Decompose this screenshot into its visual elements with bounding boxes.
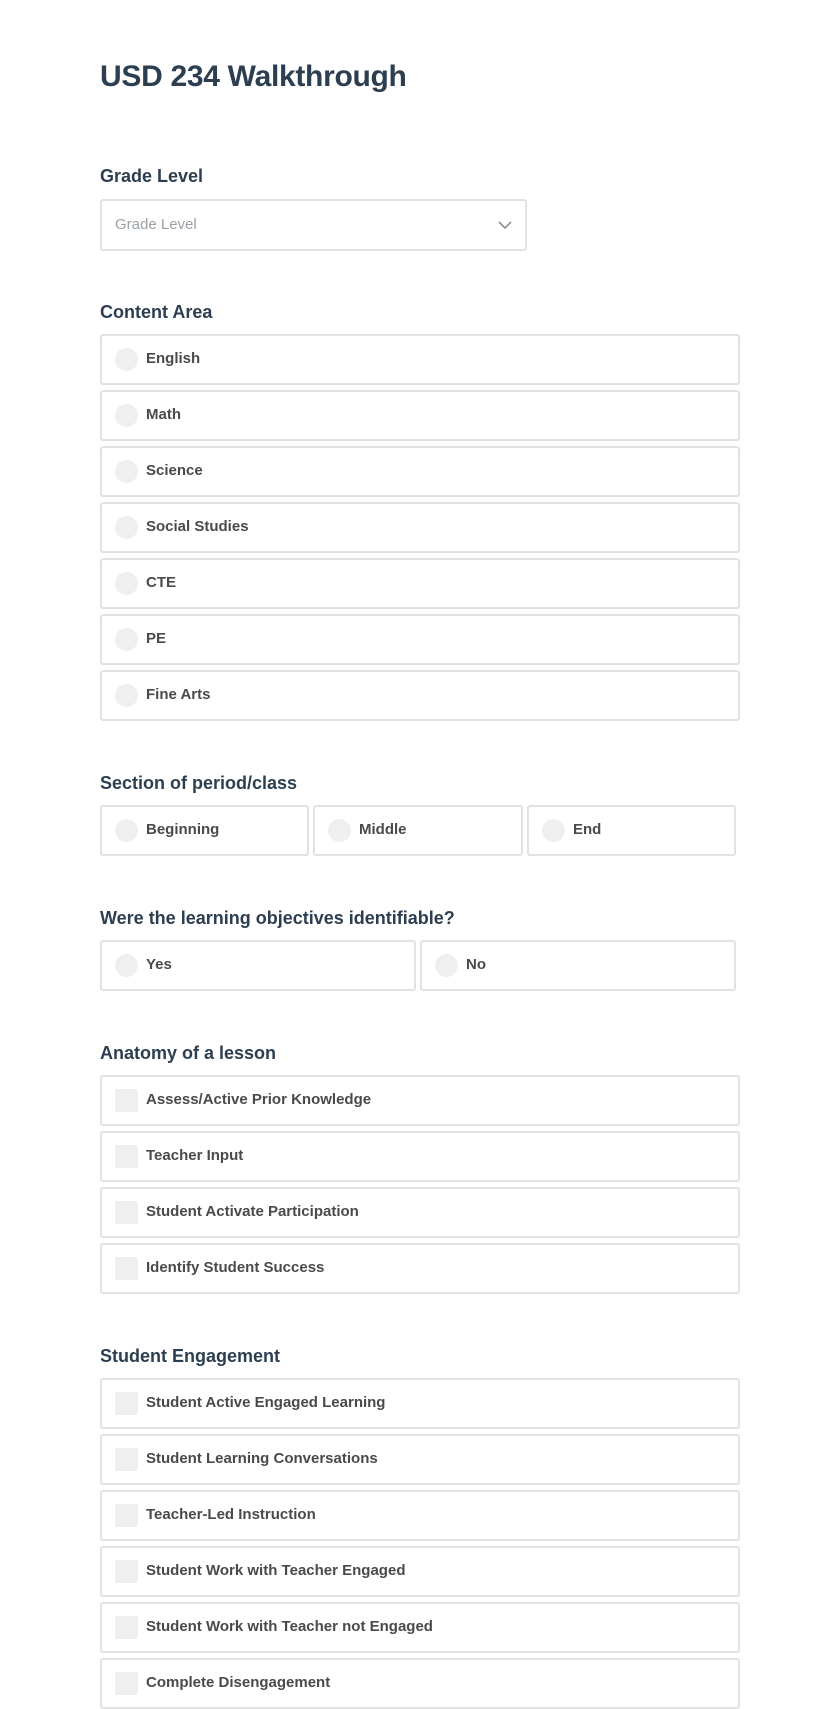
section-option-end[interactable] xyxy=(527,805,736,856)
checkbox[interactable] xyxy=(115,1392,138,1415)
content-area-option-english[interactable] xyxy=(100,334,740,385)
content-area-option-pe[interactable] xyxy=(100,614,740,665)
anatomy-option-prior-knowledge[interactable] xyxy=(100,1075,740,1126)
option-label: Yes xyxy=(146,956,172,973)
radio-button[interactable] xyxy=(435,954,458,977)
checkbox[interactable] xyxy=(115,1560,138,1583)
content-area-option-science[interactable] xyxy=(100,446,740,497)
engagement-option-complete-disengagement[interactable] xyxy=(100,1658,740,1709)
chevron-down-icon xyxy=(497,217,513,233)
grade-level-placeholder: Grade Level xyxy=(115,216,197,233)
option-label: English xyxy=(146,350,201,367)
checkbox[interactable] xyxy=(115,1616,138,1639)
option-label: Identify Student Success xyxy=(146,1259,325,1276)
checkbox[interactable] xyxy=(115,1448,138,1471)
objectives-option-yes[interactable] xyxy=(100,940,416,991)
grade-level-label: Grade Level xyxy=(100,166,204,186)
anatomy-option-student-participation[interactable] xyxy=(100,1187,740,1238)
content-area-option-social-studies[interactable] xyxy=(100,502,740,553)
option-label: PE xyxy=(146,630,167,647)
checkbox[interactable] xyxy=(115,1201,138,1224)
radio-button[interactable] xyxy=(115,516,138,539)
engagement-option-learning-conversations[interactable] xyxy=(100,1434,740,1485)
option-label: Student Work with Teacher Engaged xyxy=(146,1562,406,1579)
anatomy-of-lesson-label: Anatomy of a lesson xyxy=(100,1043,277,1063)
engagement-option-teacher-not-engaged[interactable] xyxy=(100,1602,740,1653)
option-label: CTE xyxy=(146,574,176,591)
radio-button[interactable] xyxy=(115,404,138,427)
option-label: Student Active Engaged Learning xyxy=(146,1394,386,1411)
radio-button[interactable] xyxy=(115,819,138,842)
radio-button[interactable] xyxy=(115,460,138,483)
radio-button[interactable] xyxy=(115,572,138,595)
content-area-option-fine-arts[interactable] xyxy=(100,670,740,721)
checkbox[interactable] xyxy=(115,1504,138,1527)
option-label: Student Learning Conversations xyxy=(146,1450,378,1467)
student-engagement-label: Student Engagement xyxy=(100,1346,281,1366)
option-label: Complete Disengagement xyxy=(146,1674,331,1691)
option-label: Math xyxy=(146,406,181,423)
radio-button[interactable] xyxy=(115,348,138,371)
content-area-option-math[interactable] xyxy=(100,390,740,441)
option-label: No xyxy=(466,956,486,973)
checkbox[interactable] xyxy=(115,1145,138,1168)
content-area-label: Content Area xyxy=(100,302,213,322)
option-label: Student Work with Teacher not Engaged xyxy=(146,1618,433,1635)
radio-button[interactable] xyxy=(115,628,138,651)
option-label: Middle xyxy=(359,821,407,838)
option-label: Fine Arts xyxy=(146,686,211,703)
learning-objectives-label: Were the learning objectives identifiable? xyxy=(100,908,455,928)
option-label: End xyxy=(573,821,602,838)
radio-button[interactable] xyxy=(115,684,138,707)
objectives-option-no[interactable] xyxy=(420,940,736,991)
option-label: Science xyxy=(146,462,203,479)
radio-button[interactable] xyxy=(328,819,351,842)
option-label: Social Studies xyxy=(146,518,249,535)
engagement-option-active-learning[interactable] xyxy=(100,1378,740,1429)
section-option-middle[interactable] xyxy=(313,805,523,856)
anatomy-option-student-success[interactable] xyxy=(100,1243,740,1294)
grade-level-select[interactable] xyxy=(100,199,527,251)
checkbox[interactable] xyxy=(115,1257,138,1280)
option-label: Student Activate Participation xyxy=(146,1203,359,1220)
option-label: Assess/Active Prior Knowledge xyxy=(146,1091,372,1108)
radio-button[interactable] xyxy=(115,954,138,977)
checkbox[interactable] xyxy=(115,1089,138,1112)
checkbox[interactable] xyxy=(115,1672,138,1695)
anatomy-option-teacher-input[interactable] xyxy=(100,1131,740,1182)
engagement-option-teacher-engaged[interactable] xyxy=(100,1546,740,1597)
radio-button[interactable] xyxy=(542,819,565,842)
section-of-period-label: Section of period/class xyxy=(100,773,298,793)
option-label: Teacher Input xyxy=(146,1147,244,1164)
page-title: USD 234 Walkthrough xyxy=(100,60,407,93)
option-label: Beginning xyxy=(146,821,220,838)
engagement-option-teacher-led[interactable] xyxy=(100,1490,740,1541)
content-area-option-cte[interactable] xyxy=(100,558,740,609)
section-option-beginning[interactable] xyxy=(100,805,309,856)
option-label: Teacher-Led Instruction xyxy=(146,1506,316,1523)
